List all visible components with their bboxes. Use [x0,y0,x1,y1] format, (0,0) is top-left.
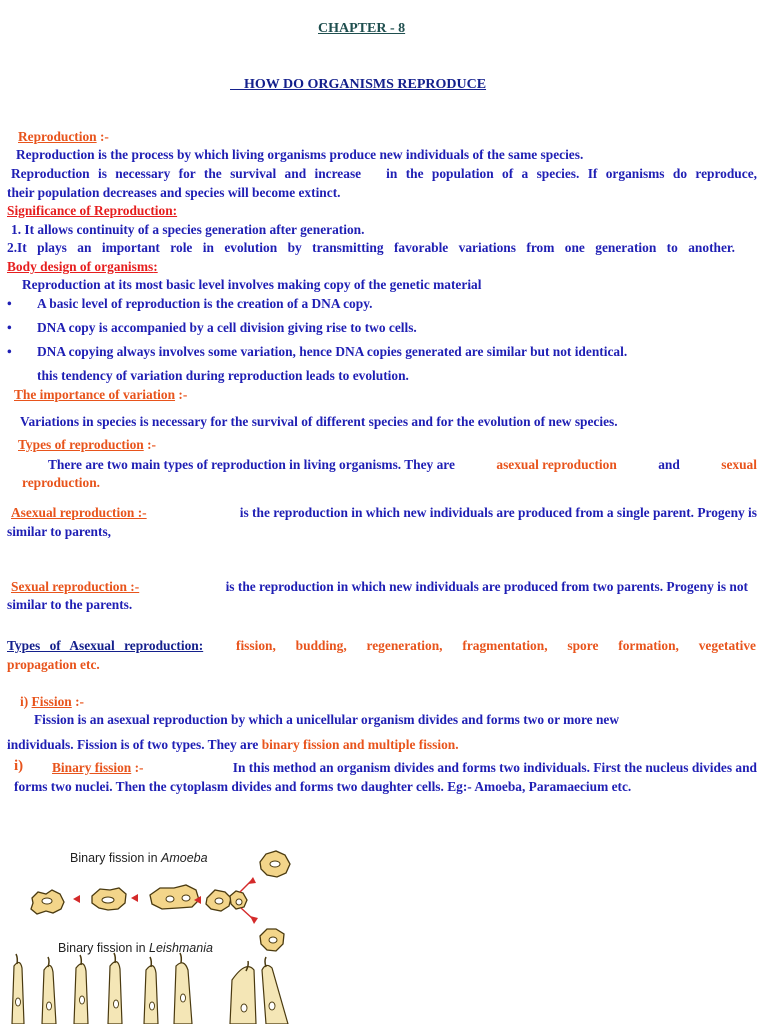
types-and: and [658,457,680,472]
body-design-intro: Reproduction at its most basic level involves making copy of the genetic material [22,277,482,292]
leishmania-cell [144,966,158,1024]
leishmania-figure-label: Binary fission in Leishmania [58,941,213,955]
bullet-icon: • [7,320,12,335]
variation-heading [14,387,187,403]
flagellum [180,953,181,963]
amoeba-figure-label: Binary fission in Amoeba [70,851,208,865]
list-item-text: DNA copying always involves some variation, hence DNA copies generated are similar but not identical. [37,344,628,359]
leishmania-cell [108,962,122,1024]
fission-types: binary fission and multiple fission. [261,737,459,752]
fission-heading-text: Fission [31,694,72,709]
sexual-definition-text: is the reproduction in which new individuals are produced from two parents. Progeny is not [225,579,748,594]
binary-fission-heading [52,760,144,776]
sexual-term: sexual [721,457,757,472]
nucleus [215,898,223,904]
nucleus [241,1004,247,1012]
nucleus [236,899,242,905]
arrow-icon [131,894,138,902]
leishmania-cell [74,964,88,1024]
fission-line-2-text: individuals. Fission is of two types. They are [7,737,259,752]
asexual-types-line2: propagation etc. [7,657,100,672]
bullet-icon: • [7,344,12,359]
arrow-icon [73,895,80,903]
asexual-types-list: fission, budding, regeneration, fragmentation, spore formation, vegetative [236,638,756,653]
significance-point-2: 2.It plays an important role in evolution by transmitting favorable variations from one generation to another. [7,240,735,255]
binary-fission-line1 [52,760,757,776]
fission-heading-prefix: i) [20,694,29,709]
list-item-text: A basic level of reproduction is the creation of a DNA copy. [37,296,373,311]
sexual-heading: Sexual reproduction :- [11,579,140,594]
reproduction-heading [18,129,109,145]
nucleus [269,937,277,943]
fission-line-1: Fission is an asexual reproduction by which a unicellular organism divides and forms two or more new [34,712,620,727]
chapter-number: CHAPTER - 8 [318,21,406,36]
asexual-definition-text: is the reproduction in which new individuals are produced from a single parent. Progeny is [239,505,757,520]
types-line-1-text: There are two main types of reproduction in living organisms. They are [48,457,455,472]
nucleus [166,896,174,902]
nucleus [150,1002,155,1010]
page-title-text: HOW DO ORGANISMS REPRODUCE [244,77,487,92]
nucleus [270,861,280,867]
flagellum [265,957,266,967]
fission-heading [20,694,84,710]
binary-fission-figure [0,840,320,1024]
asexual-heading: Asexual reproduction :- [11,505,147,520]
list-item-text: DNA copy is accompanied by a cell division giving rise to two cells. [37,320,417,335]
nucleus [182,895,190,901]
page-title [230,77,486,93]
significance-heading: Significance of Reproduction: [7,203,178,218]
body-design-heading-text: Body design of organisms [7,259,154,274]
binary-fission-heading-suffix: :- [131,760,144,775]
sexual-definition-line1 [11,579,748,595]
nucleus [114,1000,119,1008]
binary-fission-text: In this method an organism divides and forms two individuals. First the nucleus divides and [232,760,757,775]
body-design-heading [7,259,158,275]
nucleus [102,897,114,903]
reproduction-heading-text: Reproduction [18,129,97,144]
leishmania-cell [262,965,288,1024]
types-heading-suffix: :- [143,437,157,452]
body-design-heading-colon: : [153,259,158,274]
flagellum [48,957,49,967]
leishmania-cell [230,967,256,1024]
binary-fission-line2: forms two nuclei. Then the cytoplasm divides and forms two daughter cells. Eg:- Amoeba, Paramaecium etc. [14,779,632,794]
variation-heading-suffix: :- [175,387,188,402]
asexual-types-heading: Types of Asexual reproduction: [7,638,204,653]
nucleus [16,998,21,1006]
leishmania-cell [174,963,192,1024]
amoeba-cells [31,851,290,951]
types-line-1 [48,457,757,473]
flagella [16,953,266,971]
body-design-tail: this tendency of variation during reproduction leads to evolution. [37,368,409,383]
asexual-definition-line2: similar to parents, [7,524,112,539]
asexual-term: asexual reproduction [496,457,617,472]
reproduction-necessity-line2: their population decreases and species will become extinct. [7,185,341,200]
nucleus [42,898,52,904]
asexual-definition-line1 [11,505,757,521]
types-line-2: reproduction. [22,475,100,490]
reproduction-definition: Reproduction is the process by which living organisms produce new individuals of the same species. [16,147,584,162]
leishmania-cell [12,962,24,1024]
flagellum [16,954,17,964]
types-heading [18,437,156,453]
nucleus [269,1002,275,1010]
nucleus [47,1002,52,1010]
variation-heading-text: The importance of variation [14,387,176,402]
fission-heading-suffix: :- [71,694,85,709]
variation-text: Variations in species is necessary for the survival of different species and for the evolution of new species. [20,414,618,429]
amoeba-cell [150,885,199,909]
binary-fission-number: i) [14,758,24,774]
bullet-icon: • [7,296,12,311]
binary-fission-heading-text: Binary fission [52,760,132,775]
reproduction-heading-suffix: :- [96,129,109,144]
fission-line-2 [7,737,459,753]
leishmania-cell [42,965,56,1024]
sexual-definition-line2: similar to the parents. [7,597,133,612]
nucleus [80,996,85,1004]
asexual-types-line1 [7,638,756,654]
significance-point-1: 1. It allows continuity of a species generation after generation. [11,222,365,237]
nucleus [181,994,186,1002]
reproduction-necessity-line1: Reproduction is necessary for the survival and increase in the population of a species. If organisms do reproduce, [11,166,757,181]
types-heading-text: Types of reproduction [18,437,144,452]
